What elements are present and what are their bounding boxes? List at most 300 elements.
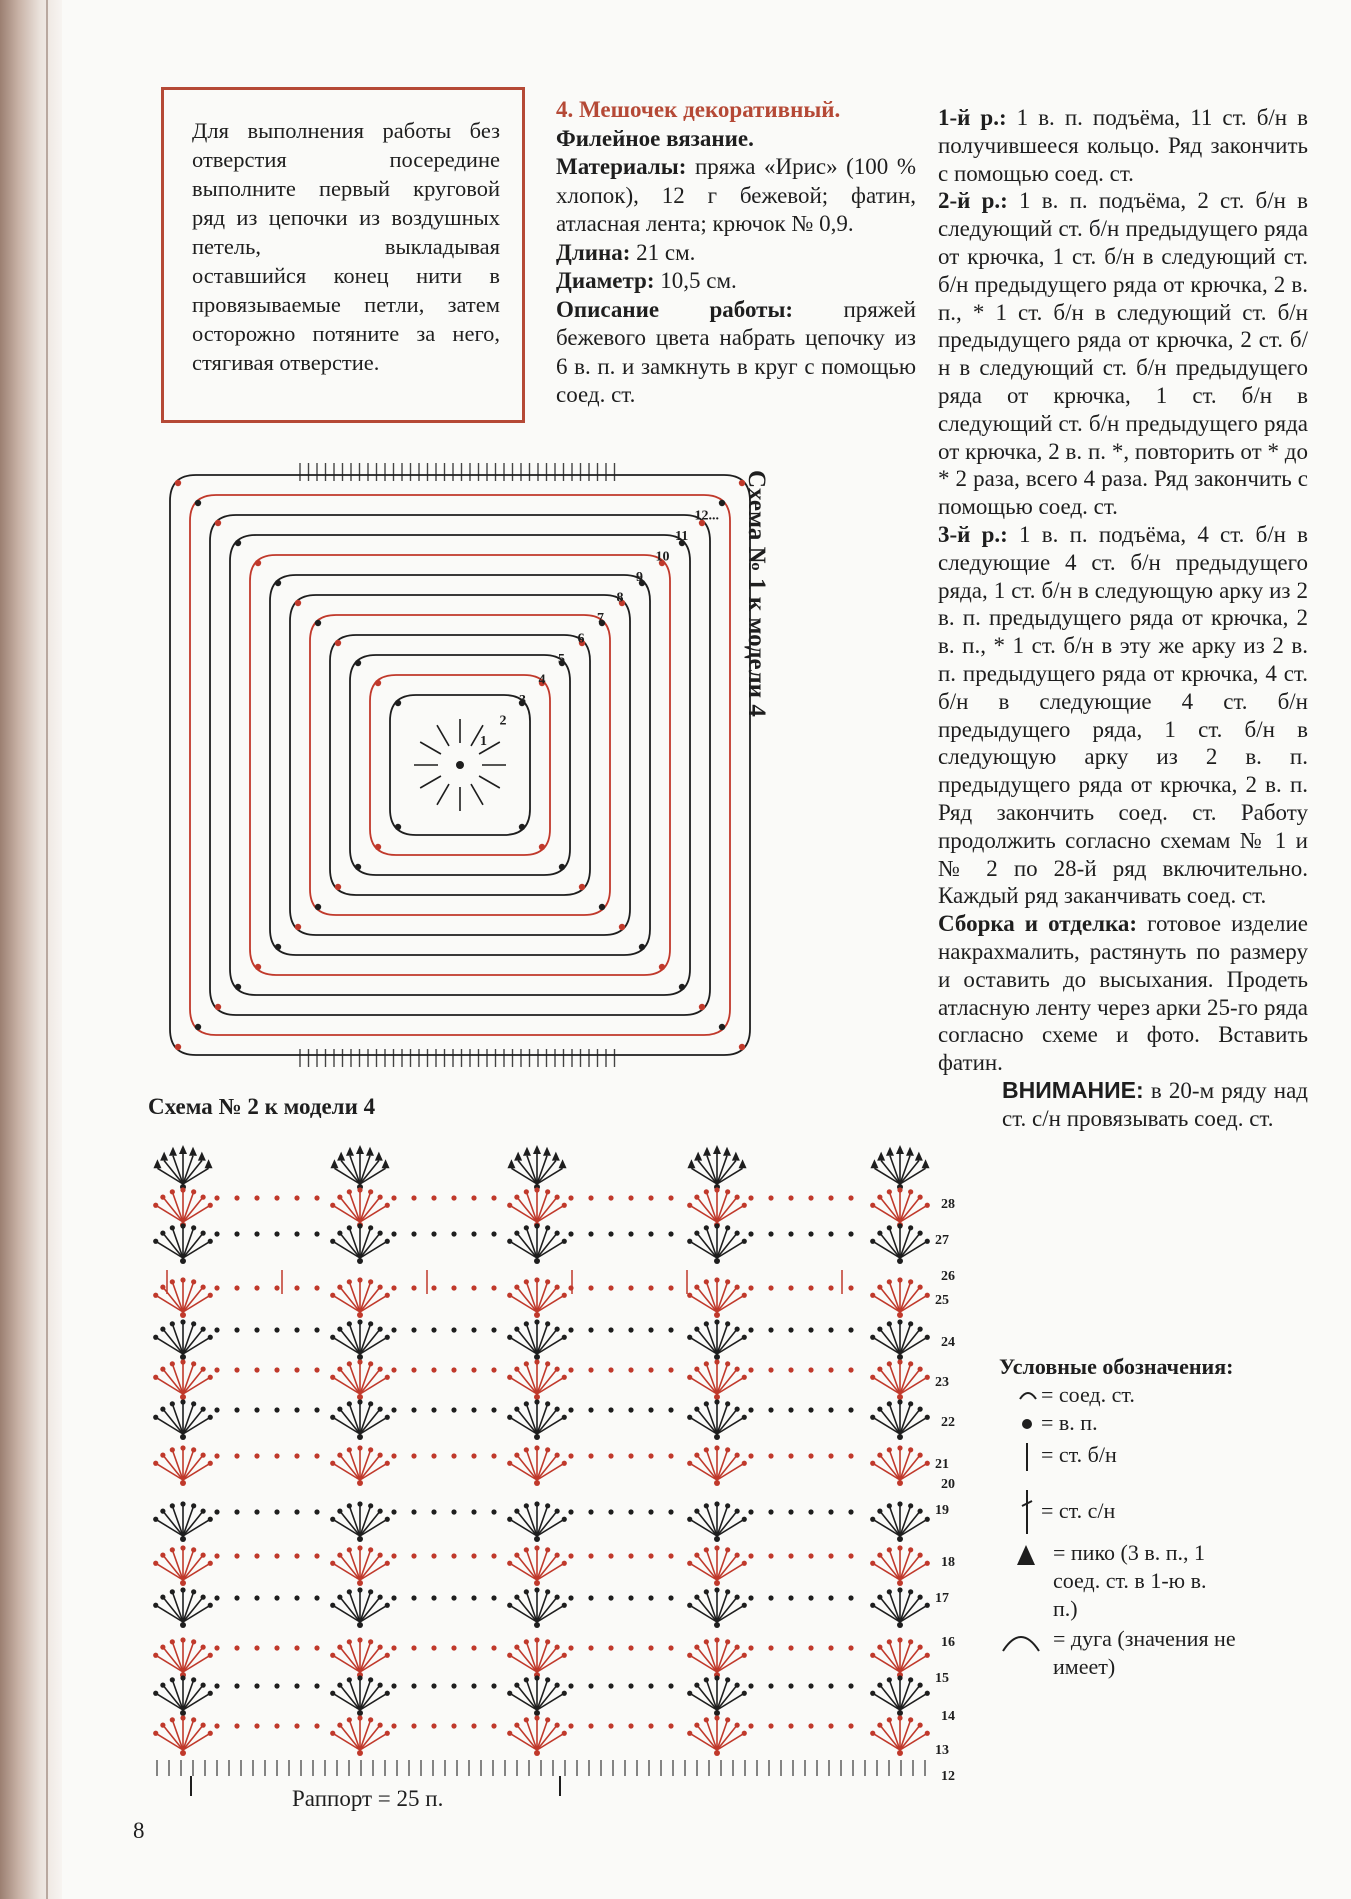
row-number-label: 14 [941, 1709, 955, 1724]
fan-chain-dot [385, 1653, 390, 1658]
fan-chain-dot [687, 1731, 692, 1736]
fan-chain-dot [887, 1547, 892, 1552]
fan-chain-dot [191, 1589, 196, 1594]
fan-base-dot [357, 1434, 363, 1440]
fan-base-dot [897, 1622, 903, 1628]
chain-dot [314, 1367, 319, 1372]
fan-stitch [360, 1599, 379, 1622]
chain-dot [608, 1509, 613, 1514]
corner-chain-dot [395, 824, 401, 830]
fan-chain-dot [208, 1293, 213, 1298]
fan-chain-dot [870, 1375, 875, 1380]
fan-chain-dot [507, 1239, 512, 1244]
fan-chain-dot [714, 1399, 719, 1404]
fan-stitch [518, 1513, 537, 1536]
fan-stitch [360, 1649, 379, 1672]
chain-dot [808, 1367, 813, 1372]
chain-dot [431, 1595, 436, 1600]
chain-dot [451, 1407, 456, 1412]
chain-dot [648, 1195, 653, 1200]
chain-dot [491, 1195, 496, 1200]
fan-chain-dot [514, 1595, 519, 1600]
fan-stitch [360, 1206, 386, 1222]
row-number-label: 3 [519, 693, 526, 708]
fan-chain-dot [170, 1361, 175, 1366]
chain-dot [294, 1645, 299, 1650]
fan-chain-dot [918, 1285, 923, 1290]
fan-stitch [334, 1168, 360, 1184]
fan-stitch [360, 1406, 370, 1434]
picot-mark [514, 1152, 522, 1161]
fan-stitch [691, 1378, 717, 1394]
fan-stitch [157, 1734, 183, 1750]
fan-chain-dot [694, 1231, 699, 1236]
fan-chain-dot [170, 1589, 175, 1594]
chain-dot [628, 1509, 633, 1514]
fan-base-dot [357, 1710, 363, 1716]
fan-base-dot [180, 1394, 186, 1400]
fan-stitch [350, 1722, 360, 1750]
fan-stitch [341, 1289, 360, 1312]
chain-dot [411, 1327, 416, 1332]
chain-dot [628, 1453, 633, 1458]
chain-dot [788, 1285, 793, 1290]
fan-chain-dot [870, 1653, 875, 1658]
fan-stitch [157, 1378, 183, 1394]
fan-stitch [890, 1366, 900, 1394]
fan-stitch [360, 1722, 370, 1750]
fan-stitch [183, 1656, 209, 1672]
picot-mark [877, 1152, 885, 1161]
fan-stitch [173, 1722, 183, 1750]
fan-stitch [183, 1338, 209, 1354]
fan-chain-dot [201, 1327, 206, 1332]
chain-dot [411, 1683, 416, 1688]
chain-dot [568, 1327, 573, 1332]
fan-stitch [900, 1649, 919, 1672]
chain-dot [294, 1195, 299, 1200]
fan-chain-dot [524, 1717, 529, 1722]
fan-chain-dot [201, 1285, 206, 1290]
fan-chain-dot [201, 1367, 206, 1372]
corner-chain-dot [659, 964, 665, 970]
fan-chain-dot [725, 1639, 730, 1644]
fan-stitch [698, 1513, 717, 1536]
fan-stitch [173, 1452, 183, 1480]
fan-stitch [691, 1338, 717, 1354]
fan-chain-dot [368, 1677, 373, 1682]
fan-stitch [537, 1235, 556, 1258]
fan-stitch [334, 1734, 360, 1750]
fan-chain-dot [160, 1645, 165, 1650]
fan-chain-dot [385, 1293, 390, 1298]
fan-chain-dot [877, 1509, 882, 1514]
fan-chain-dot [160, 1231, 165, 1236]
fan-stitch [164, 1235, 183, 1258]
chain-dot [748, 1645, 753, 1650]
fan-stitch [890, 1194, 900, 1222]
chain-dot [588, 1509, 593, 1514]
chain-dot [588, 1285, 593, 1290]
fan-stitch [691, 1206, 717, 1222]
chain-dot [411, 1231, 416, 1236]
fan-chain-dot [908, 1321, 913, 1326]
fan-chain-dot [208, 1335, 213, 1340]
fan-chain-dot [887, 1589, 892, 1594]
chain-dot [314, 1195, 319, 1200]
fan-base-dot [180, 1536, 186, 1542]
scheme-2-title: Схема № 2 к модели 4 [148, 1094, 376, 1119]
chain-dot [848, 1723, 853, 1728]
fan-chain-dot [877, 1723, 882, 1728]
fan-base-dot [534, 1434, 540, 1440]
fan-chain-dot [180, 1223, 185, 1228]
fan-stitch [537, 1338, 563, 1354]
fan-chain-dot [357, 1445, 362, 1450]
fan-chain-dot [357, 1587, 362, 1592]
fan-stitch [717, 1338, 743, 1354]
fan-chain-dot [925, 1415, 930, 1420]
fan-stitch [518, 1649, 537, 1672]
fan-stitch [717, 1682, 727, 1710]
fan-stitch [717, 1734, 743, 1750]
chain-dot [234, 1195, 239, 1200]
fan-chain-dot [908, 1447, 913, 1452]
fan-chain-dot [704, 1503, 709, 1508]
fan-stitch [334, 1464, 360, 1480]
chain-dot [491, 1683, 496, 1688]
fan-chain-dot [545, 1401, 550, 1406]
chain-dot [411, 1509, 416, 1514]
fan-stitch [360, 1230, 370, 1258]
fan-chain-dot [897, 1223, 902, 1228]
fan-stitch [360, 1682, 370, 1710]
corner-chain-dot [295, 924, 301, 930]
fan-chain-dot [897, 1187, 902, 1192]
chain-dot [314, 1453, 319, 1458]
fan-stitch [334, 1606, 360, 1622]
chain-dot [628, 1195, 633, 1200]
fan-chain-dot [555, 1231, 560, 1236]
attention: ВНИМАНИЕ: в 20-м ряду над ст. с/н провязывать соед. ст. [1002, 1076, 1308, 1131]
fan-chain-dot [357, 1277, 362, 1282]
chain-dot [648, 1595, 653, 1600]
chain-dot [391, 1723, 396, 1728]
fan-stitch [717, 1366, 727, 1394]
chain-dot [471, 1595, 476, 1600]
fan-chain-dot [368, 1401, 373, 1406]
chain-dot [471, 1723, 476, 1728]
chain-dot [848, 1327, 853, 1332]
fan-stitch [537, 1411, 556, 1434]
fan-stitch [874, 1606, 900, 1622]
fan-chain-dot [208, 1691, 213, 1696]
fan-chain-dot [545, 1225, 550, 1230]
chain-dot [431, 1285, 436, 1290]
fan-stitch [900, 1289, 919, 1312]
fan-stitch [890, 1644, 900, 1672]
corner-chain-dot [195, 1024, 201, 1030]
fan-base-dot [714, 1536, 720, 1542]
fan-stitch [537, 1366, 547, 1394]
fan-chain-dot [897, 1277, 902, 1282]
fan-chain-dot [180, 1675, 185, 1680]
fan-stitch [707, 1230, 717, 1258]
fan-stitch [360, 1156, 370, 1184]
chain-dot [808, 1509, 813, 1514]
chain-dot [848, 1407, 853, 1412]
fan-stitch [717, 1656, 743, 1672]
fan-chain-dot [545, 1677, 550, 1682]
chain-dot [471, 1195, 476, 1200]
fan-stitch [183, 1289, 202, 1312]
fan-chain-dot [714, 1187, 719, 1192]
row-number-label: 13 [935, 1743, 949, 1758]
picot-icon [1013, 1541, 1039, 1567]
fan-chain-dot [160, 1407, 165, 1412]
fan-chain-dot [694, 1453, 699, 1458]
fan-chain-dot [330, 1375, 335, 1380]
fan-chain-dot [378, 1367, 383, 1372]
fan-chain-dot [925, 1203, 930, 1208]
fan-chain-dot [687, 1603, 692, 1608]
fan-stitch [900, 1656, 926, 1672]
chain-dot [828, 1231, 833, 1236]
fan-chain-dot [368, 1717, 373, 1722]
fan-chain-dot [735, 1231, 740, 1236]
fan-stitch [881, 1687, 900, 1710]
fan-stitch [518, 1235, 537, 1258]
chain-dot [391, 1595, 396, 1600]
fan-stitch [537, 1406, 547, 1434]
row-number-label: 22 [941, 1415, 955, 1430]
fan-chain-dot [555, 1195, 560, 1200]
legend-item-arc: = дуга (значения не имеет) [999, 1625, 1299, 1681]
picot-mark [533, 1145, 541, 1154]
fan-stitch [527, 1366, 537, 1394]
fan-chain-dot [357, 1187, 362, 1192]
fan-chain-dot [714, 1445, 719, 1450]
fan-chain-dot [870, 1335, 875, 1340]
fan-stitch [717, 1411, 736, 1434]
chain-dot [234, 1453, 239, 1458]
fan-stitch [900, 1687, 919, 1710]
row-2: 2-й р.: 1 в. п. подъёма, 2 ст. б/н в следующий ст. б/н предыдущего ряда от крючка, 1 ст. б/н в следующий ст. б/н предыдущего ряда от крючка, 2 в. п., * 1 ст. б/н в следующий ст. б/н предыдущего ряда от крючка, 2 ст. б/н в следующий ст. б/н предыдущего ряда от крючка, 1 ст. б/н в следующий ст. б/н предыдущего ряда от крючка, 2 в. п. *, повторить от * до * 2 раза, всего 4 раза. Ряд закончить с помощью соед. ст. [938, 188, 1309, 520]
chain-dot [431, 1509, 436, 1514]
row-number-label: 21 [935, 1457, 949, 1472]
chain-dot [588, 1407, 593, 1412]
chain-dot [254, 1367, 259, 1372]
fan-chain-dot [160, 1285, 165, 1290]
fan-chain-dot [870, 1603, 875, 1608]
fan-chain-dot [725, 1361, 730, 1366]
fan-chain-dot [897, 1399, 902, 1404]
corner-chain-dot [699, 1004, 705, 1010]
chain-dot-icon [1015, 1411, 1041, 1437]
fan-stitch [900, 1557, 919, 1580]
fan-base-dot [714, 1622, 720, 1628]
chain-dot [648, 1285, 653, 1290]
fan-chain-dot [507, 1375, 512, 1380]
fan-chain-dot [694, 1327, 699, 1332]
fan-base-dot [534, 1536, 540, 1542]
fan-chain-dot [347, 1717, 352, 1722]
fan-chain-dot [555, 1453, 560, 1458]
fan-stitch [900, 1338, 926, 1354]
corner-chain-dot [395, 700, 401, 706]
corner-chain-dot [215, 520, 221, 526]
row-number-label: 4 [538, 672, 546, 688]
chain-dot [608, 1285, 613, 1290]
fan-base-dot [714, 1394, 720, 1400]
fan-chain-dot [925, 1517, 930, 1522]
fan-stitch [717, 1687, 736, 1710]
fan-chain-dot [555, 1285, 560, 1290]
fan-stitch [874, 1418, 900, 1434]
fan-stitch [183, 1508, 193, 1536]
fan-stitch [341, 1513, 360, 1536]
fan-stitch [900, 1326, 910, 1354]
chain-dot [648, 1231, 653, 1236]
chain-dot [274, 1285, 279, 1290]
fan-stitch [157, 1464, 183, 1480]
fan-stitch [900, 1242, 926, 1258]
fan-chain-dot [897, 1501, 902, 1506]
fan-chain-dot [545, 1503, 550, 1508]
fan-chain-dot [908, 1639, 913, 1644]
fan-chain-dot [347, 1361, 352, 1366]
fan-stitch [518, 1331, 537, 1354]
fan-chain-dot [725, 1279, 730, 1284]
chain-dot [431, 1407, 436, 1412]
chain-dot [628, 1367, 633, 1372]
fan-chain-dot [524, 1677, 529, 1682]
fan-stitch [698, 1235, 717, 1258]
fan-stitch [341, 1557, 360, 1580]
fan-stitch [164, 1687, 183, 1710]
fan-stitch [164, 1199, 183, 1222]
fan-stitch [874, 1338, 900, 1354]
row-number-label: 12... [694, 508, 719, 524]
fan-chain-dot [534, 1359, 539, 1364]
fan-stitch [900, 1371, 919, 1394]
fan-chain-dot [385, 1461, 390, 1466]
chain-dot [274, 1367, 279, 1372]
fan-chain-dot [555, 1509, 560, 1514]
fan-chain-dot [534, 1223, 539, 1228]
fan-stitch [707, 1406, 717, 1434]
chain-dot [294, 1595, 299, 1600]
row-number-label: 1 [480, 734, 487, 749]
chain-dot [451, 1553, 456, 1558]
corner-chain-dot [235, 984, 241, 990]
chain-dot [431, 1683, 436, 1688]
fan-stitch [518, 1687, 537, 1710]
fan-stitch [537, 1694, 563, 1710]
row-number-label: 25 [935, 1293, 949, 1308]
fan-stitch [173, 1366, 183, 1394]
chain-dot [668, 1453, 673, 1458]
fan-stitch [537, 1594, 547, 1622]
fan-chain-dot [153, 1293, 158, 1298]
fan-stitch [341, 1649, 360, 1672]
fan-chain-dot [191, 1225, 196, 1230]
corner-chain-dot [215, 1004, 221, 1010]
fan-base-dot [180, 1312, 186, 1318]
fan-chain-dot [347, 1639, 352, 1644]
chain-dot [274, 1683, 279, 1688]
fan-chain-dot [357, 1223, 362, 1228]
chain-dot [828, 1683, 833, 1688]
fan-stitch [173, 1552, 183, 1580]
chain-dot [294, 1509, 299, 1514]
fan-chain-dot [208, 1375, 213, 1380]
materials: Материалы: пряжа «Ирис» (100 % хлопок), 12 г бежевой; фатин, атласная лента; крючок № 0,9. [556, 154, 916, 236]
article-title: 4. Мешочек декоративный. [556, 97, 841, 122]
row-number-label: 26 [941, 1269, 955, 1284]
arc-icon [999, 1627, 1043, 1653]
chain-dot [471, 1509, 476, 1514]
fan-chain-dot [714, 1675, 719, 1680]
fan-chain-dot [330, 1293, 335, 1298]
chain-dot [234, 1595, 239, 1600]
fan-stitch [717, 1331, 736, 1354]
fan-stitch [518, 1371, 537, 1394]
row-number-label: 17 [935, 1591, 949, 1606]
fan-stitch [183, 1378, 209, 1394]
fan-stitch [717, 1242, 743, 1258]
corner-chain-dot [235, 540, 241, 546]
fan-chain-dot [925, 1239, 930, 1244]
fan-chain-dot [694, 1367, 699, 1372]
fan-stitch [890, 1284, 900, 1312]
fan-stitch [173, 1156, 183, 1184]
fan-stitch [360, 1734, 386, 1750]
fan-stitch [360, 1606, 386, 1622]
center-stitch [437, 725, 449, 746]
chain-dot [668, 1509, 673, 1514]
chain-dot [451, 1231, 456, 1236]
fan-stitch [900, 1418, 926, 1434]
fan-stitch [527, 1552, 537, 1580]
fan-chain-dot [153, 1375, 158, 1380]
chain-dot [648, 1553, 653, 1558]
chain-dot [568, 1683, 573, 1688]
chain-dot [411, 1453, 416, 1458]
fan-chain-dot [908, 1361, 913, 1366]
fan-stitch [173, 1508, 183, 1536]
fan-stitch [157, 1606, 183, 1622]
fan-chain-dot [368, 1361, 373, 1366]
fan-stitch [890, 1452, 900, 1480]
fan-base-dot [357, 1354, 363, 1360]
fan-chain-dot [514, 1407, 519, 1412]
fan-stitch [698, 1649, 717, 1672]
center-stitch [471, 784, 483, 805]
fan-stitch [717, 1235, 736, 1258]
fan-chain-dot [887, 1401, 892, 1406]
chain-dot [608, 1683, 613, 1688]
fan-chain-dot [534, 1399, 539, 1404]
fan-chain-dot [714, 1277, 719, 1282]
chain-dot [491, 1285, 496, 1290]
fan-stitch [527, 1326, 537, 1354]
fan-stitch [707, 1508, 717, 1536]
fan-chain-dot [153, 1731, 158, 1736]
fan-chain-dot [687, 1653, 692, 1658]
fan-chain-dot [742, 1731, 747, 1736]
fan-chain-dot [562, 1335, 567, 1340]
